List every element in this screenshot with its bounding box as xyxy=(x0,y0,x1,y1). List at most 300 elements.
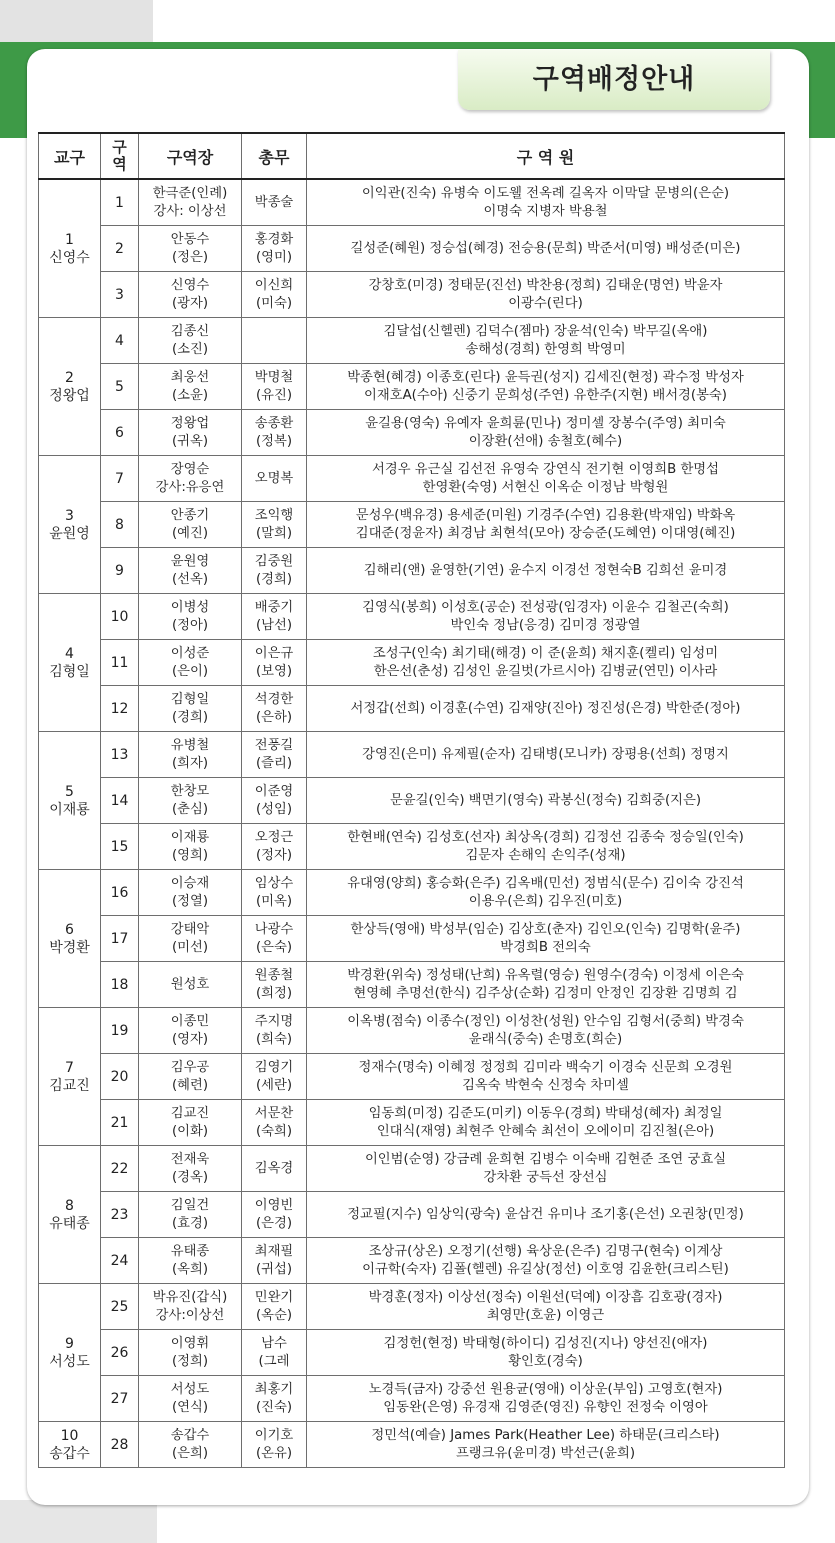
treasurer-line: (희숙) xyxy=(255,1031,293,1047)
members-cell xyxy=(307,732,785,778)
leader-cell xyxy=(139,1376,242,1422)
gyo-line: 김형일 xyxy=(49,663,90,680)
treasurer-cell xyxy=(242,686,307,732)
members-line: 한상득(영애) 박성부(임순) 김상호(춘자) 김인오(인숙) 김명학(윤주) xyxy=(350,921,741,937)
treasurer-line: 석경한 xyxy=(254,691,294,707)
district-number: 21 xyxy=(101,1100,139,1146)
members-line: 정교필(지수) 임상익(광숙) 윤삼건 유미나 조기홍(은선) 오권창(민정) xyxy=(347,1206,744,1222)
leader-line: (경희) xyxy=(171,709,209,725)
members-line: 김영식(봉희) 이성호(공순) 전성광(임경자) 이윤수 김철곤(숙희) xyxy=(362,599,729,615)
members-line: 김대준(정윤자) 최경남 최현석(모아) 장승준(도혜연) 이대영(혜진) xyxy=(355,525,736,541)
treasurer-line: (유진) xyxy=(255,387,293,403)
members-cell xyxy=(307,824,785,870)
district-number: 14 xyxy=(101,778,139,824)
treasurer-cell xyxy=(242,1146,307,1192)
members-line: 조상규(상온) 오정기(선행) 육상운(은주) 김명구(현숙) 이계상 xyxy=(368,1243,723,1259)
members-line: 강영진(은미) 유제필(순자) 김태병(모니카) 장평용(선희) 정명지 xyxy=(362,746,729,762)
treasurer-cell xyxy=(242,778,307,824)
table-row xyxy=(39,1008,785,1054)
treasurer-cell xyxy=(242,594,307,640)
members-line: 송해성(경희) 한영희 박영미 xyxy=(465,341,626,357)
leader-cell xyxy=(139,1238,242,1284)
treasurer-line: 이영빈 xyxy=(254,1197,294,1213)
treasurer-cell xyxy=(242,1376,307,1422)
leader-line: 김우공 xyxy=(170,1059,210,1075)
members-line: 서정갑(선희) 이경훈(수연) 김재양(진아) 정진성(은경) 박한준(정아) xyxy=(350,700,741,716)
members-line: 강창호(미경) 정태문(진선) 박찬용(정희) 김태운(명연) 박윤자 xyxy=(368,277,723,293)
treasurer-line: (성임) xyxy=(255,801,293,817)
header-district: 구 역 xyxy=(101,133,139,179)
members-cell xyxy=(307,1330,785,1376)
district-number: 1 xyxy=(101,179,139,226)
members-cell xyxy=(307,916,785,962)
table-row xyxy=(39,1284,785,1330)
members-line: 이장환(선애) 송철호(혜수) xyxy=(468,433,623,449)
leader-line: (효경) xyxy=(171,1215,209,1231)
treasurer-line: (은숙) xyxy=(255,939,293,955)
district-number: 15 xyxy=(101,824,139,870)
members-line: 현영혜 추명선(한식) 김주상(순화) 김정미 안정인 김장환 김명희 김 xyxy=(353,985,738,1001)
members-line: 김옥숙 박현숙 신정숙 차미셀 xyxy=(462,1077,629,1093)
district-number: 16 xyxy=(101,870,139,916)
header-leader: 구역장 xyxy=(139,133,242,179)
leader-cell xyxy=(139,364,242,410)
treasurer-cell xyxy=(242,916,307,962)
treasurer-line: (그레 xyxy=(258,1353,290,1369)
table-row xyxy=(39,226,785,272)
leader-line: 송갑수 xyxy=(170,1427,210,1443)
gyo-line: 5 xyxy=(65,783,74,800)
treasurer-line: 주지명 xyxy=(254,1013,294,1029)
leader-cell xyxy=(139,732,242,778)
district-number: 24 xyxy=(101,1238,139,1284)
treasurer-line: 최홍기 xyxy=(254,1381,294,1397)
leader-cell xyxy=(139,824,242,870)
leader-cell xyxy=(139,778,242,824)
treasurer-cell xyxy=(242,1422,307,1468)
leader-line: (소진) xyxy=(171,341,209,357)
district-assignment-table xyxy=(38,132,785,1468)
leader-cell xyxy=(139,1054,242,1100)
members-line: 이규학(숙자) 김폴(헬렌) 유길상(정선) 이호영 김윤한(크리스틴) xyxy=(362,1261,729,1277)
treasurer-cell xyxy=(242,226,307,272)
leader-cell xyxy=(139,1146,242,1192)
treasurer-line: 박종술 xyxy=(254,194,294,210)
members-cell xyxy=(307,364,785,410)
leader-cell xyxy=(139,1330,242,1376)
members-line: 유대영(양희) 홍승화(은주) 김옥배(민선) 정범식(문수) 김이숙 강진석 xyxy=(347,875,744,891)
gyo-cell xyxy=(39,179,101,318)
members-cell xyxy=(307,410,785,456)
treasurer-line: (은하) xyxy=(255,709,293,725)
treasurer-cell xyxy=(242,1238,307,1284)
background-gray-bottom xyxy=(0,1500,157,1543)
treasurer-cell xyxy=(242,640,307,686)
members-cell xyxy=(307,1146,785,1192)
gyo-cell xyxy=(39,456,101,594)
district-number: 23 xyxy=(101,1192,139,1238)
treasurer-line: 이준영 xyxy=(254,783,294,799)
members-line: 이광수(린다) xyxy=(508,295,583,311)
leader-line: 장영순 xyxy=(170,461,210,477)
treasurer-line: (미숙) xyxy=(255,295,293,311)
table-header-row xyxy=(39,133,785,179)
district-number: 7 xyxy=(101,456,139,502)
table-row xyxy=(39,1238,785,1284)
treasurer-cell xyxy=(242,1192,307,1238)
members-line: 인대식(재영) 최현주 안혜숙 최선이 오에이미 김진철(은아) xyxy=(376,1123,715,1139)
treasurer-line: (은경) xyxy=(255,1215,293,1231)
leader-line: 이영휘 xyxy=(170,1335,210,1351)
members-line: 박경희B 전의숙 xyxy=(500,939,591,955)
members-cell xyxy=(307,226,785,272)
leader-line: (영희) xyxy=(171,847,209,863)
members-cell xyxy=(307,1376,785,1422)
members-line: 박종현(혜경) 이종호(린다) 윤득권(성지) 김세진(현정) 곽수정 박성자 xyxy=(347,369,744,385)
district-number: 11 xyxy=(101,640,139,686)
leader-line: (은이) xyxy=(171,663,209,679)
members-line: 한은선(춘성) 김성인 윤길벗(가르시아) 김병균(연민) 이사라 xyxy=(373,663,718,679)
table-row xyxy=(39,1330,785,1376)
table-row xyxy=(39,640,785,686)
table-row xyxy=(39,1192,785,1238)
members-cell xyxy=(307,1100,785,1146)
treasurer-line: 오명복 xyxy=(254,470,294,486)
members-line: 이옥병(점숙) 이종수(정인) 이성찬(성원) 안수임 김형서(중희) 박경숙 xyxy=(347,1013,744,1029)
treasurer-cell xyxy=(242,732,307,778)
leader-cell xyxy=(139,1284,242,1330)
table-row xyxy=(39,778,785,824)
table-row xyxy=(39,318,785,364)
background-gray-top xyxy=(0,0,153,48)
table-row xyxy=(39,594,785,640)
treasurer-line: (즐리) xyxy=(255,755,293,771)
header-treasurer: 총무 xyxy=(242,133,307,179)
gyo-cell xyxy=(39,1146,101,1284)
gyo-line: 3 xyxy=(65,507,74,524)
gyo-line: 8 xyxy=(65,1197,74,1214)
members-line: 박경환(위숙) 정성태(난희) 유옥렬(영승) 원영수(경숙) 이정세 이은숙 xyxy=(347,967,744,983)
table-row xyxy=(39,962,785,1008)
table-row xyxy=(39,456,785,502)
treasurer-line: 조익행 xyxy=(254,507,294,523)
gyo-line: 6 xyxy=(65,921,74,938)
leader-line: 신영수 xyxy=(170,277,210,293)
leader-line: 정왕업 xyxy=(170,415,210,431)
treasurer-line: 송종환 xyxy=(254,415,294,431)
leader-line: 박유진(갑식) xyxy=(152,1289,228,1305)
treasurer-line: 임상수 xyxy=(254,875,294,891)
treasurer-line: (정자) xyxy=(255,847,293,863)
gyo-cell xyxy=(39,594,101,732)
treasurer-line: 최재필 xyxy=(254,1243,294,1259)
district-number: 20 xyxy=(101,1054,139,1100)
gyo-line: 4 xyxy=(65,645,74,662)
district-number: 10 xyxy=(101,594,139,640)
leader-cell xyxy=(139,548,242,594)
gyo-line: 윤원영 xyxy=(49,525,90,542)
leader-line: (옥희) xyxy=(171,1261,209,1277)
leader-line: 전재욱 xyxy=(170,1151,210,1167)
members-line: 이명숙 지병자 박용철 xyxy=(483,203,608,219)
members-line: 조성구(인숙) 최기태(해경) 이 준(윤희) 채지훈(켈리) 임성미 xyxy=(372,645,719,661)
treasurer-line: 홍경화 xyxy=(254,231,294,247)
members-line: 이익관(진숙) 유병숙 이도웰 전옥례 길옥자 이막달 문병의(은순) xyxy=(361,185,730,201)
treasurer-line: 원종철 xyxy=(254,967,294,983)
members-cell xyxy=(307,778,785,824)
leader-cell xyxy=(139,502,242,548)
district-number: 4 xyxy=(101,318,139,364)
leader-line: (귀옥) xyxy=(171,433,209,449)
gyo-line: 유태종 xyxy=(49,1215,90,1232)
treasurer-line: 서문찬 xyxy=(254,1105,294,1121)
treasurer-line: (온유) xyxy=(255,1445,293,1461)
leader-line: (예진) xyxy=(171,525,209,541)
members-cell xyxy=(307,179,785,226)
treasurer-line: 남수 xyxy=(261,1335,287,1351)
leader-line: 이종민 xyxy=(170,1013,210,1029)
leader-line: 강사:유응연 xyxy=(155,479,225,495)
members-cell xyxy=(307,502,785,548)
members-line: 노경득(금자) 강중선 원용균(영애) 이상운(부임) 고영호(현자) xyxy=(368,1381,723,1397)
gyo-cell xyxy=(39,1008,101,1146)
treasurer-line: (영미) xyxy=(255,249,293,265)
leader-line: 김교진 xyxy=(170,1105,210,1121)
treasurer-line: (남선) xyxy=(255,617,293,633)
table-row xyxy=(39,732,785,778)
leader-line: (선옥) xyxy=(171,571,209,587)
members-line: 임동완(은영) 유경재 김영준(영진) 유향인 전정숙 이영아 xyxy=(383,1399,708,1415)
leader-cell xyxy=(139,870,242,916)
treasurer-line: (미옥) xyxy=(255,893,293,909)
treasurer-cell xyxy=(242,272,307,318)
treasurer-cell xyxy=(242,456,307,502)
treasurer-line: 김중원 xyxy=(254,553,294,569)
table-row xyxy=(39,502,785,548)
leader-line: (정희) xyxy=(171,1353,209,1369)
treasurer-line: (세란) xyxy=(255,1077,293,1093)
leader-line: 원성호 xyxy=(170,976,210,992)
district-number: 5 xyxy=(101,364,139,410)
members-cell xyxy=(307,686,785,732)
district-number: 28 xyxy=(101,1422,139,1468)
treasurer-line: 나광수 xyxy=(254,921,294,937)
district-number: 17 xyxy=(101,916,139,962)
members-line: 서경우 유근실 김선전 유영숙 강연식 전기현 이영희B 한명섭 xyxy=(372,461,719,477)
leader-cell xyxy=(139,1422,242,1468)
district-number: 12 xyxy=(101,686,139,732)
leader-line: 김종신 xyxy=(170,323,210,339)
district-number: 22 xyxy=(101,1146,139,1192)
leader-cell xyxy=(139,272,242,318)
members-cell xyxy=(307,1238,785,1284)
district-number: 3 xyxy=(101,272,139,318)
district-number: 19 xyxy=(101,1008,139,1054)
table-row xyxy=(39,1054,785,1100)
members-cell xyxy=(307,1422,785,1468)
leader-line: 강태악 xyxy=(170,921,210,937)
treasurer-cell xyxy=(242,502,307,548)
gyo-line: 이재룡 xyxy=(49,801,90,818)
leader-line: 강사:이상선 xyxy=(155,1307,225,1323)
gyo-cell xyxy=(39,870,101,1008)
members-cell xyxy=(307,318,785,364)
table-row xyxy=(39,179,785,226)
treasurer-cell xyxy=(242,1008,307,1054)
leader-cell xyxy=(139,179,242,226)
leader-line: (혜련) xyxy=(171,1077,209,1093)
gyo-line: 서성도 xyxy=(49,1353,90,1370)
header-members: 구 역 원 xyxy=(307,133,785,179)
treasurer-cell xyxy=(242,824,307,870)
members-line: 윤길용(영숙) 유예자 윤희륜(민나) 정미셀 장봉수(주영) 최미숙 xyxy=(365,415,726,431)
table-body xyxy=(39,179,785,1468)
leader-line: 유병철 xyxy=(170,737,210,753)
treasurer-line: 김옥경 xyxy=(254,1160,294,1176)
leader-line: (연식) xyxy=(171,1399,209,1415)
leader-line: 서성도 xyxy=(170,1381,210,1397)
header-gyo: 교구 xyxy=(39,133,101,179)
treasurer-cell xyxy=(242,318,307,364)
district-number: 2 xyxy=(101,226,139,272)
members-line: 최영만(호윤) 이영근 xyxy=(486,1307,605,1323)
gyo-line: 2 xyxy=(65,369,74,386)
gyo-line: 신영수 xyxy=(49,249,90,266)
gyo-line: 박경환 xyxy=(49,939,90,956)
gyo-line: 7 xyxy=(65,1059,74,1076)
leader-cell xyxy=(139,916,242,962)
leader-line: (춘심) xyxy=(171,801,209,817)
treasurer-line: 민완기 xyxy=(254,1289,294,1305)
members-line: 길성준(혜원) 정승섭(혜경) 전승용(문희) 박준서(미영) 배성준(미은) xyxy=(350,240,741,256)
leader-cell xyxy=(139,640,242,686)
treasurer-line: 전풍길 xyxy=(254,737,294,753)
district-number: 25 xyxy=(101,1284,139,1330)
leader-cell xyxy=(139,962,242,1008)
leader-line: (정은) xyxy=(171,249,209,265)
table-row xyxy=(39,410,785,456)
leader-line: 안종기 xyxy=(170,507,210,523)
gyo-line: 10 xyxy=(60,1427,79,1444)
treasurer-cell xyxy=(242,1284,307,1330)
leader-cell xyxy=(139,686,242,732)
members-cell xyxy=(307,1192,785,1238)
title-tab xyxy=(458,50,770,110)
leader-line: 강사: 이상선 xyxy=(153,203,227,219)
treasurer-line: (경희) xyxy=(255,571,293,587)
leader-cell xyxy=(139,456,242,502)
members-cell xyxy=(307,870,785,916)
treasurer-cell xyxy=(242,364,307,410)
district-number: 9 xyxy=(101,548,139,594)
district-number: 27 xyxy=(101,1376,139,1422)
members-line: 박경훈(정자) 이상선(정숙) 이원선(덕예) 이장흠 김호광(경자) xyxy=(368,1289,723,1305)
table-row xyxy=(39,272,785,318)
treasurer-line: 김영기 xyxy=(254,1059,294,1075)
table-row xyxy=(39,1146,785,1192)
page-title: 구역배정안내 xyxy=(532,64,696,95)
treasurer-cell xyxy=(242,548,307,594)
treasurer-line: 배중기 xyxy=(254,599,294,615)
members-line: 문윤길(인숙) 백면기(영숙) 곽봉신(정숙) 김희중(지은) xyxy=(389,792,702,808)
members-line: 문성우(백유경) 용세준(미원) 기경주(수연) 김용환(박재임) 박화옥 xyxy=(355,507,736,523)
treasurer-line: (옥순) xyxy=(255,1307,293,1323)
leader-line: 김일건 xyxy=(170,1197,210,1213)
table-row xyxy=(39,1376,785,1422)
members-cell xyxy=(307,456,785,502)
table-row xyxy=(39,1100,785,1146)
leader-cell xyxy=(139,1008,242,1054)
table-row xyxy=(39,870,785,916)
leader-line: 이병성 xyxy=(170,599,210,615)
treasurer-cell xyxy=(242,870,307,916)
district-number: 8 xyxy=(101,502,139,548)
gyo-cell xyxy=(39,318,101,456)
treasurer-line: 이기호 xyxy=(254,1427,294,1443)
district-number: 26 xyxy=(101,1330,139,1376)
members-line: 김해리(앤) 윤영한(기연) 윤수지 이경선 정현숙B 김희선 윤미경 xyxy=(363,562,728,578)
leader-cell xyxy=(139,410,242,456)
gyo-line: 1 xyxy=(65,231,74,248)
table-row xyxy=(39,1422,785,1468)
leader-line: 안동수 xyxy=(170,231,210,247)
table-row xyxy=(39,824,785,870)
leader-line: 이재룡 xyxy=(170,829,210,845)
leader-cell xyxy=(139,594,242,640)
table-row xyxy=(39,364,785,410)
gyo-line: 9 xyxy=(65,1335,74,1352)
members-cell xyxy=(307,1284,785,1330)
treasurer-line: 박명철 xyxy=(254,369,294,385)
treasurer-cell xyxy=(242,1054,307,1100)
members-line: 정민석(예슬) James Park(Heather Lee) 하태문(크리스타) xyxy=(371,1427,720,1443)
district-number: 18 xyxy=(101,962,139,1008)
leader-line: 이성준 xyxy=(170,645,210,661)
leader-line: (정아) xyxy=(171,617,209,633)
treasurer-line: 이은규 xyxy=(254,645,294,661)
members-line: 정재수(명숙) 이혜정 정정희 김미라 백숙기 이경숙 신문희 오경원 xyxy=(358,1059,733,1075)
leader-line: 김형일 xyxy=(170,691,210,707)
leader-line: (은희) xyxy=(171,1445,209,1461)
gyo-cell xyxy=(39,1284,101,1422)
leader-cell xyxy=(139,1192,242,1238)
treasurer-line: (보영) xyxy=(255,663,293,679)
gyo-cell xyxy=(39,1422,101,1468)
leader-line: 한창모 xyxy=(170,783,210,799)
members-line: 이용우(은희) 김우진(미호) xyxy=(468,893,623,909)
members-line: 박인숙 정남(응경) 김미경 정광열 xyxy=(450,617,641,633)
members-line: 황인호(경숙) xyxy=(508,1353,583,1369)
members-line: 김정헌(현정) 박태형(하이디) 김성진(지나) 양선진(애자) xyxy=(383,1335,708,1351)
members-line: 한현배(연숙) 김성호(선자) 최상옥(경희) 김정선 김종숙 정승일(인숙) xyxy=(347,829,744,845)
treasurer-cell xyxy=(242,1330,307,1376)
members-line: 김문자 손해익 손익주(성재) xyxy=(465,847,626,863)
members-line: 강차환 궁득선 장선심 xyxy=(483,1169,608,1185)
leader-cell xyxy=(139,1100,242,1146)
members-cell xyxy=(307,272,785,318)
treasurer-line: 이신희 xyxy=(254,277,294,293)
leader-line: (영자) xyxy=(171,1031,209,1047)
district-number: 6 xyxy=(101,410,139,456)
leader-line: 한극준(인례) xyxy=(152,185,228,201)
leader-line: 윤원영 xyxy=(170,553,210,569)
leader-line: 유태종 xyxy=(170,1243,210,1259)
leader-line: 이승재 xyxy=(170,875,210,891)
leader-line: (정열) xyxy=(171,893,209,909)
members-cell xyxy=(307,962,785,1008)
members-cell xyxy=(307,1008,785,1054)
leader-cell xyxy=(139,318,242,364)
